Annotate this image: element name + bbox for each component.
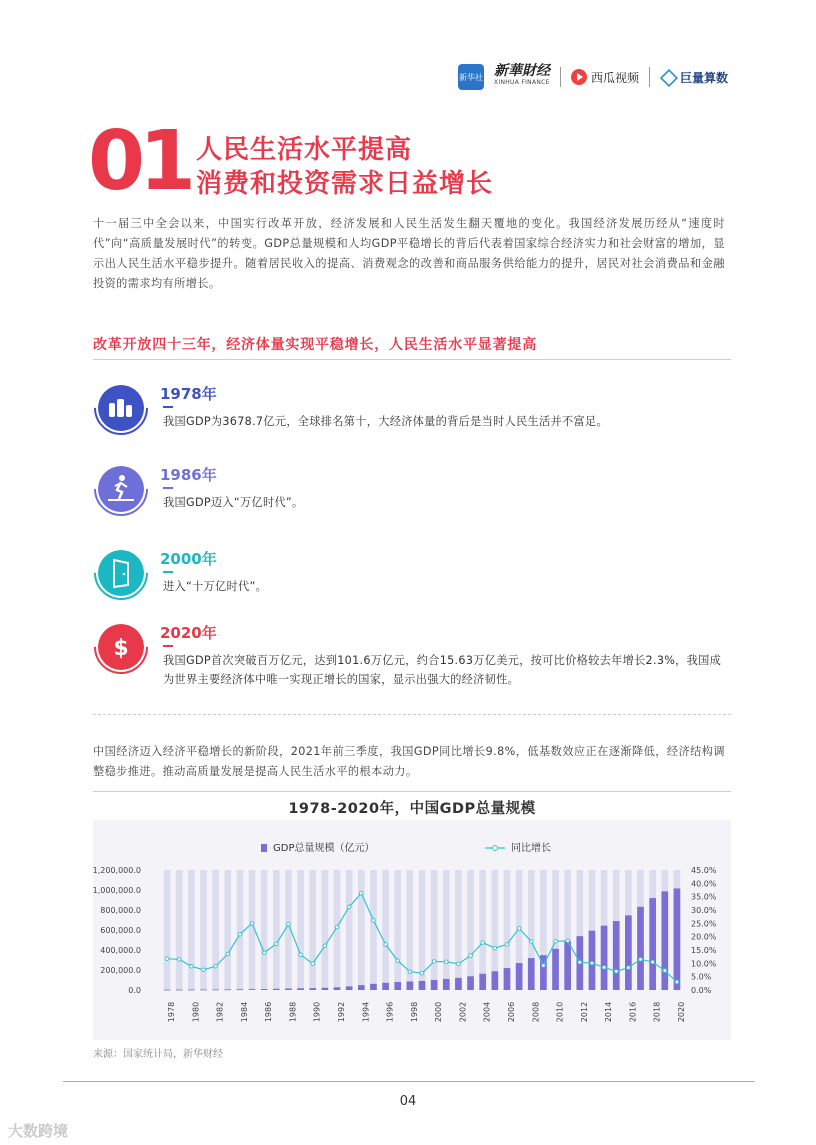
year-underline (163, 487, 173, 489)
growth-point (517, 927, 521, 931)
dashed-divider (93, 714, 731, 715)
gdp-bar (649, 898, 656, 990)
gdp-bar (407, 981, 414, 990)
bar-background (237, 870, 244, 990)
gdp-bar (504, 968, 511, 990)
gdp-bar (382, 983, 389, 990)
xinhua-finance-logo (494, 65, 550, 89)
gdp-bar (419, 981, 426, 990)
timeline-year: 2020年 (160, 624, 217, 642)
footer-rule (63, 1081, 755, 1082)
x-tick-label: 1996 (385, 1001, 395, 1023)
timeline-year: 1986年 (160, 466, 217, 484)
x-tick-label: 1994 (361, 1001, 371, 1023)
bar-background (394, 870, 401, 990)
section-number: 01 (88, 114, 191, 209)
x-tick-label: 1984 (239, 1001, 249, 1023)
growth-point (360, 891, 364, 895)
x-tick-label: 1998 (409, 1001, 419, 1023)
bar-background (479, 870, 486, 990)
legend-line-marker (493, 846, 498, 851)
growth-paragraph: 中国经济迈入经济平稳增长的新阶段，2021年前三季度，我国GDP同比增长9.8%，低基数效应正在逐渐降低，经济结构调整稳步推进。推动高质量发展是提高人民生活水平的根本动力。 (93, 745, 725, 778)
growth-point (177, 958, 181, 962)
timeline-description: 我国GDP为3678.7亿元，全球排名第十，大经济体量的背后是当时人民生活并不富足。 (163, 415, 608, 428)
title-line-2: 消费和投资需求日益增长 (196, 169, 494, 199)
growth-point (311, 962, 315, 966)
growth-point (578, 960, 582, 964)
dollar-icon (98, 624, 144, 670)
growth-point (384, 943, 388, 947)
gdp-bar (358, 985, 365, 990)
year-underline (163, 645, 173, 647)
growth-point (639, 958, 643, 962)
xinhua-cn: 新華財经 (493, 63, 550, 79)
timeline-year: 2000年 (160, 550, 217, 568)
growth-point (250, 922, 254, 926)
growth-point (396, 959, 400, 963)
door-icon (98, 550, 144, 596)
y-right-tick-label: 35.0% (691, 892, 717, 902)
y-right-tick-label: 15.0% (691, 946, 717, 955)
y-left-tick-label: 400,000.0 (100, 946, 141, 955)
diamond-icon (660, 69, 676, 85)
logo-divider (649, 67, 650, 87)
gdp-bar (455, 978, 462, 990)
y-right-tick-label: 40.0% (691, 879, 717, 889)
intro-paragraph: 十一届三中全会以来，中国实行改革开放，经济发展和人民生活发生翻天覆地的变化。我国经济发展历经从“速度时代”向“高质量发展时代”的转变。GDP总量规模和人均GDP平稳增长的背后代表着国家综合经济实力和社会财富的增加，显示出人民生活水平稳步提升。随着居民收入的提高、消费观念的改善和商品服务供给能力的提升，居民对社会消费品和金融投资的需求均有所增长。 (93, 217, 725, 290)
growth-point (529, 940, 533, 944)
gdp-bar (564, 941, 571, 990)
bar-background (443, 870, 450, 990)
growth-point (226, 952, 230, 956)
gdp-bar (552, 949, 559, 990)
title-line-1: 人民生活水平提高 (196, 135, 413, 165)
growth-point (372, 919, 376, 923)
growth-point (165, 957, 169, 961)
y-left-tick-label: 1,200,000.0 (93, 866, 141, 875)
bar-background (188, 870, 195, 990)
bar-background (467, 870, 474, 990)
gdp-bar (370, 984, 377, 990)
timeline-description: 我国GDP首次突破百万亿元，达到101.6万亿元，约合15.63万亿美元，按可比价格较去年增长2.3%，我国成为世界主要经济体中唯一实现正增长的国家，显示出强大的经济韧性。 (163, 654, 722, 686)
bar-background (322, 870, 329, 990)
x-tick-label: 2014 (604, 1001, 614, 1023)
legend-bar-swatch (261, 844, 267, 852)
timeline-description: 进入“十万亿时代”。 (163, 580, 268, 593)
gdp-bar (164, 990, 171, 991)
growth-point (493, 946, 497, 950)
growth-point (651, 960, 655, 964)
gdp-bar (188, 990, 195, 991)
gdp-bar (285, 988, 292, 990)
timeline-year: 1978年 (160, 385, 217, 403)
bar-background (382, 870, 389, 990)
gdp-chart (93, 820, 731, 1040)
gdp-bar (334, 987, 341, 990)
growth-point (444, 960, 448, 964)
gdp-bar (249, 989, 256, 990)
bar-background (455, 870, 462, 990)
watermark: 大数跨境 (8, 1122, 69, 1140)
page-number: 04 (399, 1094, 417, 1109)
x-tick-label: 1988 (288, 1001, 298, 1023)
gdp-bar (346, 986, 353, 990)
gdp-bar (224, 989, 231, 990)
xinhua-en: XINHUA FINANCE (493, 79, 550, 86)
x-tick-label: 2006 (506, 1001, 516, 1023)
y-right-tick-label: 10.0% (691, 959, 717, 969)
growth-point (554, 939, 558, 943)
gdp-bar (176, 990, 183, 991)
gdp-bar (322, 988, 329, 990)
x-tick-label: 2000 (434, 1001, 444, 1023)
growth-point (262, 951, 266, 955)
x-tick-label: 1992 (337, 1001, 347, 1023)
growth-point (275, 942, 279, 946)
growth-point (420, 971, 424, 975)
growth-point (675, 980, 679, 984)
xinhua-logo-icon: 新华社 (458, 64, 484, 90)
bar-background (346, 870, 353, 990)
growth-point (542, 964, 546, 968)
gdp-bar (297, 988, 304, 990)
gdp-bar (467, 976, 474, 990)
x-tick-label: 1986 (264, 1001, 274, 1023)
growth-point (505, 943, 509, 947)
gdp-bar (273, 989, 280, 990)
section-title (196, 133, 493, 201)
growth-point (614, 970, 618, 974)
bar-background (273, 870, 280, 990)
growth-point (481, 941, 485, 945)
x-tick-label: 2002 (458, 1001, 468, 1023)
subheading: 改革开放四十三年，经济体量实现平稳增长，人民生活水平显著提高 (93, 337, 537, 353)
bar-background (176, 870, 183, 990)
juliang-label: 巨量算数 (679, 70, 728, 85)
svg-text:$: $ (113, 636, 129, 661)
growth-point (663, 969, 667, 973)
gdp-bar (613, 921, 620, 990)
divider (93, 359, 731, 360)
x-tick-label: 2018 (652, 1001, 662, 1023)
x-tick-label: 2020 (676, 1001, 686, 1023)
gdp-bar (212, 989, 219, 990)
y-right-tick-label: 0.0% (691, 986, 712, 995)
play-icon (571, 69, 587, 85)
y-right-tick-label: 20.0% (691, 932, 717, 942)
x-tick-label: 1982 (215, 1001, 225, 1023)
timeline-description: 我国GDP迈入“万亿时代”。 (163, 496, 304, 509)
growth-point (287, 922, 291, 926)
growth-point (190, 964, 194, 968)
source-note: 来源：国家统计局，新华财经 (93, 1049, 223, 1060)
bar-background (200, 870, 207, 990)
bar-background (358, 870, 365, 990)
y-left-tick-label: 600,000.0 (100, 926, 141, 935)
chart-title: 1978-2020年，中国GDP总量规模 (288, 801, 536, 817)
growth-point (602, 966, 606, 970)
growth-point (627, 966, 631, 970)
gdp-bar (516, 963, 523, 990)
bar-background (212, 870, 219, 990)
gdp-bar (261, 989, 268, 990)
logo-divider (560, 67, 561, 87)
y-right-tick-label: 25.0% (691, 919, 717, 929)
x-tick-label: 2004 (482, 1001, 492, 1023)
growth-point (323, 944, 327, 948)
y-left-tick-label: 200,000.0 (100, 966, 141, 975)
growth-point (347, 905, 351, 909)
xigua-label: 西瓜视频 (590, 70, 639, 85)
juliang-logo (660, 69, 728, 86)
x-tick-label: 2008 (531, 1001, 541, 1023)
gdp-bar (200, 990, 207, 991)
gdp-bar (309, 988, 316, 990)
bar-background (224, 870, 231, 990)
growth-point (566, 939, 570, 943)
gdp-bar (589, 931, 596, 990)
legend-bar-label: GDP总量规模（亿元） (273, 843, 375, 854)
y-right-tick-label: 5.0% (691, 972, 712, 982)
bar-background (261, 870, 268, 990)
legend-line-label: 同比增长 (511, 843, 551, 854)
gdp-bar (394, 982, 401, 990)
bar-background (309, 870, 316, 990)
growth-point (457, 962, 461, 966)
gdp-bar (661, 891, 668, 990)
growth-point (408, 970, 412, 974)
y-right-tick-label: 45.0% (691, 866, 717, 875)
gdp-bar (528, 958, 535, 990)
x-tick-label: 2012 (579, 1001, 589, 1023)
growth-point (432, 960, 436, 964)
x-tick-label: 1990 (312, 1001, 322, 1023)
year-underline (163, 571, 173, 573)
growth-point (469, 954, 473, 958)
y-left-tick-label: 1,000,000.0 (93, 886, 141, 895)
x-tick-label: 1978 (167, 1001, 177, 1023)
growth-point (202, 968, 206, 972)
runner-icon (98, 466, 144, 512)
y-left-tick-label: 0.0 (128, 986, 141, 995)
chart-top-rule (93, 791, 731, 792)
gdp-bar (601, 926, 608, 990)
growth-point (214, 964, 218, 968)
bottles-icon (98, 385, 144, 431)
header-logos (458, 62, 728, 92)
gdp-bar (443, 979, 450, 990)
gdp-bar (431, 980, 438, 990)
y-left-tick-label: 800,000.0 (100, 906, 141, 915)
x-tick-label: 2016 (628, 1001, 638, 1023)
bar-background (297, 870, 304, 990)
x-tick-label: 2010 (555, 1001, 565, 1023)
y-right-tick-label: 30.0% (691, 906, 717, 915)
growth-point (335, 925, 339, 929)
gdp-bar (637, 907, 644, 990)
xigua-logo (571, 69, 639, 86)
x-tick-label: 1980 (191, 1001, 201, 1023)
bar-background (431, 870, 438, 990)
year-underline (163, 406, 173, 408)
growth-point (238, 932, 242, 936)
bar-background (164, 870, 171, 990)
gdp-bar (625, 915, 632, 990)
gdp-bar (674, 888, 681, 990)
gdp-bar (491, 971, 498, 990)
growth-point (590, 961, 594, 965)
growth-point (299, 953, 303, 957)
gdp-bar (237, 989, 244, 990)
gdp-bar (479, 974, 486, 990)
bar-background (370, 870, 377, 990)
